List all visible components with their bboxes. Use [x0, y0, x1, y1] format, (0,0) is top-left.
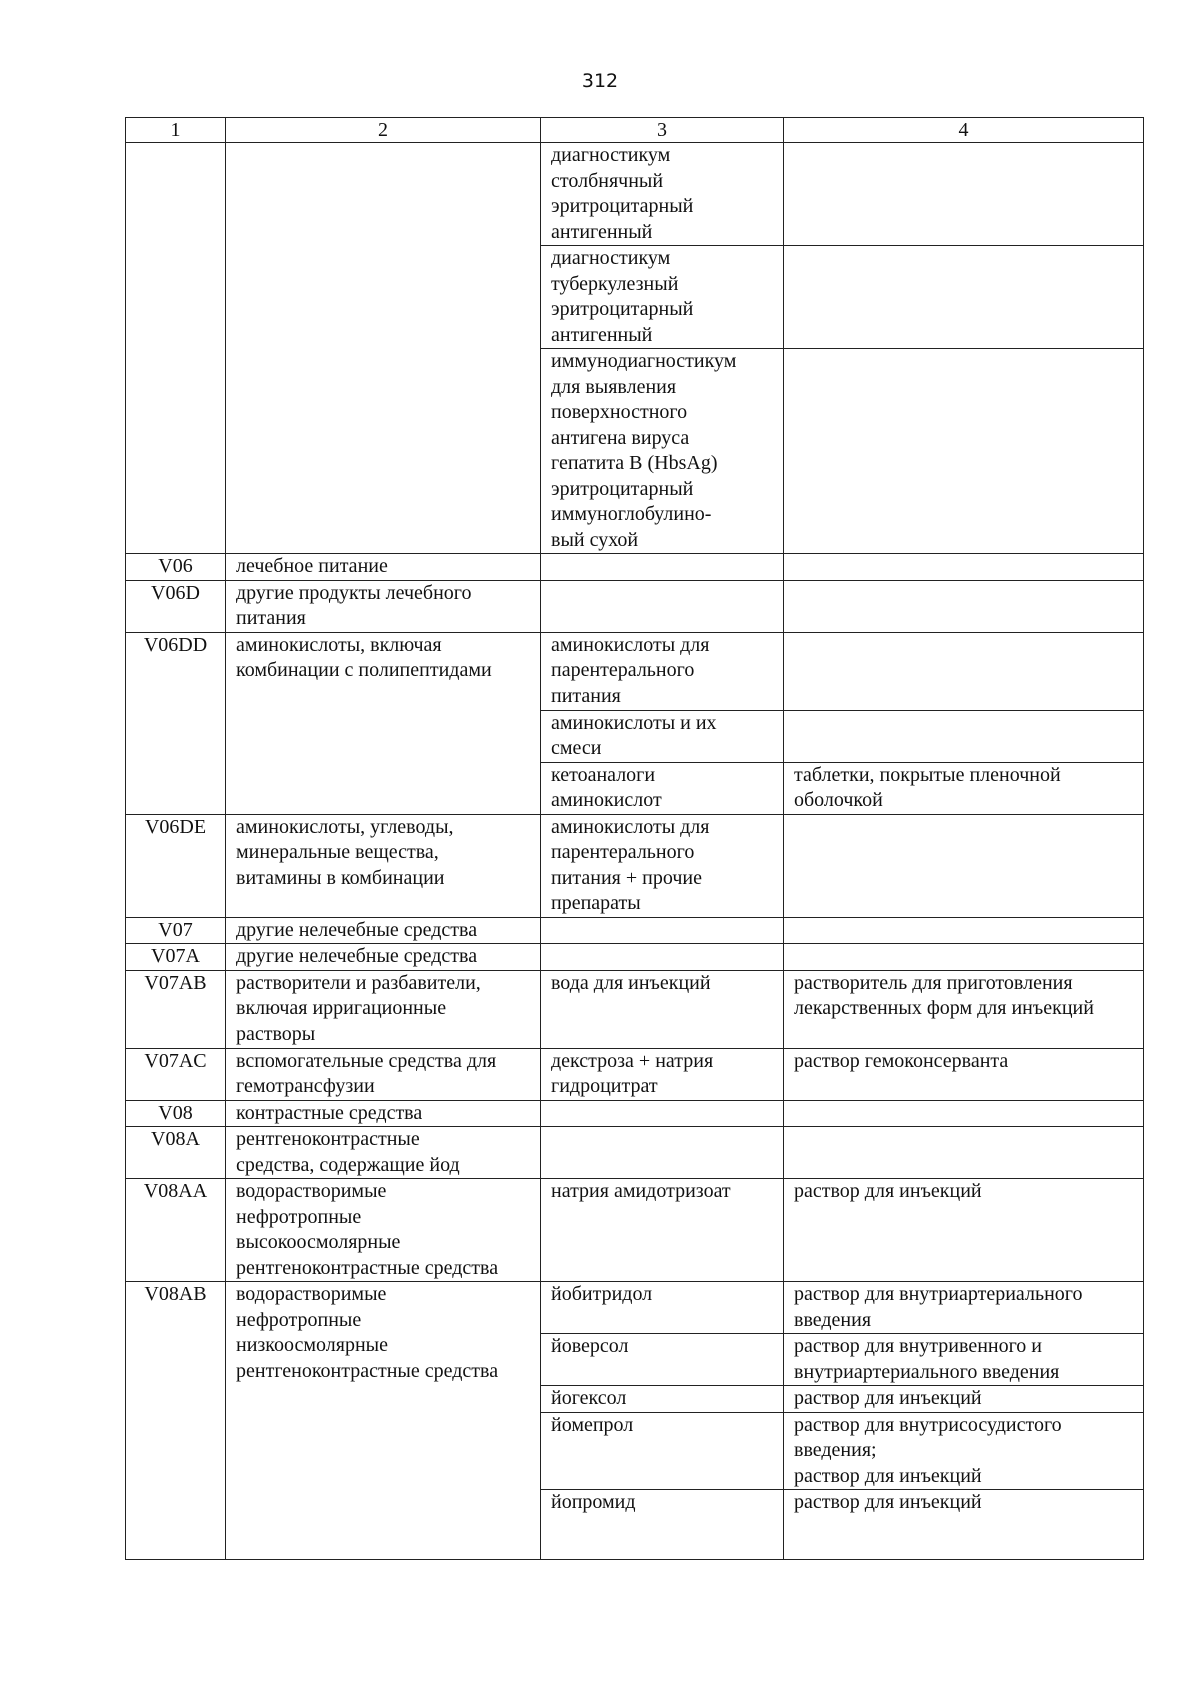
- group-name-cell: другие нелечебные средства: [226, 917, 541, 944]
- code-cell: V08AB: [126, 1282, 226, 1560]
- form-cell: [784, 710, 1144, 762]
- substance-cell: кетоаналоги аминокислот: [541, 762, 784, 814]
- substance-cell: аминокислоты для парентерального питания: [541, 632, 784, 710]
- header-row: [126, 118, 1144, 143]
- form-cell: раствор для внутрисосудистого введения; раствор для инъекций: [784, 1412, 1144, 1490]
- form-cell: [784, 1127, 1144, 1179]
- form-cell: таблетки, покрытые пленочной оболочкой: [784, 762, 1144, 814]
- form-cell: раствор для инъекций: [784, 1179, 1144, 1282]
- group-name-cell: другие продукты лечебного питания: [226, 580, 541, 632]
- group-name-cell: другие нелечебные средства: [226, 944, 541, 971]
- form-cell: растворитель для приготовления лекарственных форм для инъекций: [784, 970, 1144, 1048]
- form-cell: [784, 143, 1144, 246]
- substance-cell: йомепрол: [541, 1412, 784, 1490]
- code-cell: V08: [126, 1100, 226, 1127]
- code-cell: V07A: [126, 944, 226, 971]
- group-name-cell: водорастворимые нефротропные высокоосмолярные рентгеноконтрастные средства: [226, 1179, 541, 1282]
- substance-cell: йогексол: [541, 1386, 784, 1413]
- group-name-cell: контрастные средства: [226, 1100, 541, 1127]
- group-name-cell: аминокислоты, включая комбинации с полипептидами: [226, 632, 541, 814]
- page-number: 312: [581, 70, 619, 92]
- substance-cell: аминокислоты и их смеси: [541, 710, 784, 762]
- code-cell: V06DE: [126, 814, 226, 917]
- form-cell: [784, 632, 1144, 710]
- table-row: [126, 970, 1144, 1048]
- substance-cell: иммунодиагностикум для выявления поверхностного антигена вируса гепатита В (HbsAg) эритроцитарный иммуноглобулино- вый сухой: [541, 349, 784, 554]
- substance-cell: [541, 944, 784, 971]
- code-cell: [126, 143, 226, 554]
- table-row: [126, 1127, 1144, 1179]
- header-col-2: 2: [226, 118, 541, 143]
- code-cell: V07AB: [126, 970, 226, 1048]
- table-row: [126, 1179, 1144, 1282]
- header-col-3: 3: [541, 118, 784, 143]
- table-row: [126, 1282, 1144, 1334]
- form-cell: [784, 944, 1144, 971]
- table-row: [126, 632, 1144, 710]
- drug-table: [125, 117, 1144, 1560]
- form-cell: [784, 814, 1144, 917]
- table-row: [126, 554, 1144, 581]
- form-cell: [784, 917, 1144, 944]
- code-cell: V07: [126, 917, 226, 944]
- form-cell: раствор для внутривенного и внутриартериального введения: [784, 1334, 1144, 1386]
- form-cell: [784, 349, 1144, 554]
- group-name-cell: растворители и разбавители, включая ирригационные растворы: [226, 970, 541, 1048]
- table-row: [126, 143, 1144, 246]
- substance-cell: аминокислоты для парентерального питания + прочие препараты: [541, 814, 784, 917]
- form-cell: [784, 1100, 1144, 1127]
- substance-cell: натрия амидотризоат: [541, 1179, 784, 1282]
- code-cell: V08A: [126, 1127, 226, 1179]
- form-cell: раствор для внутриартериального введения: [784, 1282, 1144, 1334]
- table-row: [126, 1048, 1144, 1100]
- code-cell: V06DD: [126, 632, 226, 814]
- code-cell: V08AA: [126, 1179, 226, 1282]
- substance-cell: [541, 1100, 784, 1127]
- group-name-cell: рентгеноконтрастные средства, содержащие йод: [226, 1127, 541, 1179]
- substance-cell: [541, 580, 784, 632]
- form-cell: [784, 554, 1144, 581]
- code-cell: V06: [126, 554, 226, 581]
- group-name-cell: водорастворимые нефротропные низкоосмолярные рентгеноконтрастные средства: [226, 1282, 541, 1560]
- code-cell: V07AC: [126, 1048, 226, 1100]
- substance-cell: декстроза + натрия гидроцитрат: [541, 1048, 784, 1100]
- code-cell: V06D: [126, 580, 226, 632]
- form-cell: [784, 580, 1144, 632]
- substance-cell: вода для инъекций: [541, 970, 784, 1048]
- substance-cell: диагностикум туберкулезный эритроцитарный антигенный: [541, 246, 784, 349]
- header-col-1: 1: [126, 118, 226, 143]
- substance-cell: йоверсол: [541, 1334, 784, 1386]
- group-name-cell: аминокислоты, углеводы, минеральные вещества, витамины в комбинации: [226, 814, 541, 917]
- form-cell: раствор гемоконсерванта: [784, 1048, 1144, 1100]
- form-cell: раствор для инъекций: [784, 1490, 1144, 1560]
- substance-cell: йобитридол: [541, 1282, 784, 1334]
- table-row: [126, 580, 1144, 632]
- form-cell: раствор для инъекций: [784, 1386, 1144, 1413]
- header-col-4: 4: [784, 118, 1144, 143]
- form-cell: [784, 246, 1144, 349]
- group-name-cell: лечебное питание: [226, 554, 541, 581]
- table-row: [126, 944, 1144, 971]
- substance-cell: йопромид: [541, 1490, 784, 1560]
- group-name-cell: [226, 143, 541, 554]
- table-row: [126, 814, 1144, 917]
- substance-cell: диагностикум столбнячный эритроцитарный антигенный: [541, 143, 784, 246]
- substance-cell: [541, 554, 784, 581]
- substance-cell: [541, 917, 784, 944]
- table-row: [126, 1100, 1144, 1127]
- table-row: [126, 917, 1144, 944]
- substance-cell: [541, 1127, 784, 1179]
- group-name-cell: вспомогательные средства для гемотрансфузии: [226, 1048, 541, 1100]
